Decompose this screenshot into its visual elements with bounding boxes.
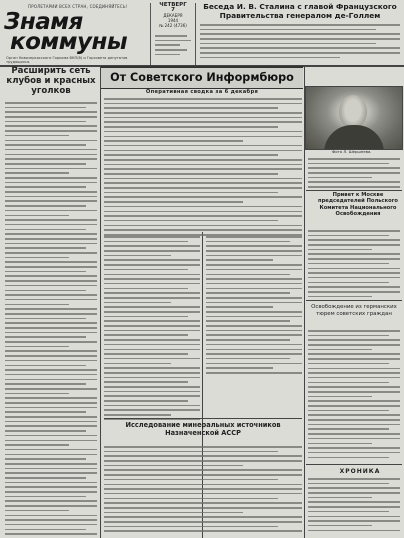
informburo-banner	[101, 66, 303, 89]
informburo-text-col2	[206, 236, 302, 377]
left-column	[3, 66, 99, 538]
column-divider	[100, 66, 101, 538]
informburo-title: От Советского Информбюро	[110, 71, 294, 84]
stalin-headline: Беседа И. В. Сталина с главой Французского Правительства генералом де-Голлем	[203, 2, 397, 20]
chronicle-headline: ХРОНИКА	[339, 468, 381, 475]
section-rule	[306, 190, 402, 191]
issue-date-block	[150, 3, 196, 65]
left-headline: Расширить сеть клубов и красных уголков	[6, 66, 96, 96]
poland-headline: Привет к Москве председателей Польского Комитета Национального Освобождения	[318, 192, 398, 218]
section-rule	[306, 300, 402, 301]
portrait-head	[339, 95, 367, 129]
month: ДЕКАБРЯ	[163, 13, 183, 18]
chronicle-text	[308, 478, 400, 534]
stalin-article-text	[200, 24, 400, 62]
prisoners-text	[308, 330, 400, 461]
portrait-photo	[305, 86, 403, 150]
mineral-springs-text	[104, 446, 302, 535]
portrait-body	[324, 125, 384, 150]
prisoners-headline: Освобождение из германских тюрем советских граждан	[311, 304, 397, 317]
informburo-text-col1	[104, 236, 200, 424]
section-rule	[104, 418, 302, 419]
weekday: ЧЕТВЕРГ	[159, 2, 187, 8]
poland-text	[308, 230, 400, 300]
year: 1944	[167, 18, 179, 23]
informburo-text	[104, 98, 302, 239]
issue-number: № 242 (4736)	[159, 23, 187, 28]
title-line: коммуны	[10, 29, 128, 55]
slogan: ПРОЛЕТАРИИ ВСЕХ СТРАН, СОЕДИНЯЙТЕСЬ!	[28, 4, 128, 9]
dateblock-text	[155, 35, 191, 58]
left-article-text	[5, 102, 97, 538]
date-number: 7	[171, 7, 175, 13]
newspaper-subtitle: Орган Новочеркасского Горкома ВКП(б) и Горсовета депутатов трудящихся.	[6, 56, 128, 64]
mineral-springs-headline: Исследование минеральных источников Назначенской АССР	[125, 421, 281, 437]
photo-caption: Фото Л. Шершнева.	[332, 149, 372, 154]
informburo-subtitle: Оперативная сводка за 6 декабря	[145, 89, 259, 95]
section-rule	[306, 464, 402, 465]
title-line: Знамя	[4, 9, 83, 35]
right-article-text	[308, 158, 400, 191]
newspaper-title	[4, 9, 146, 56]
